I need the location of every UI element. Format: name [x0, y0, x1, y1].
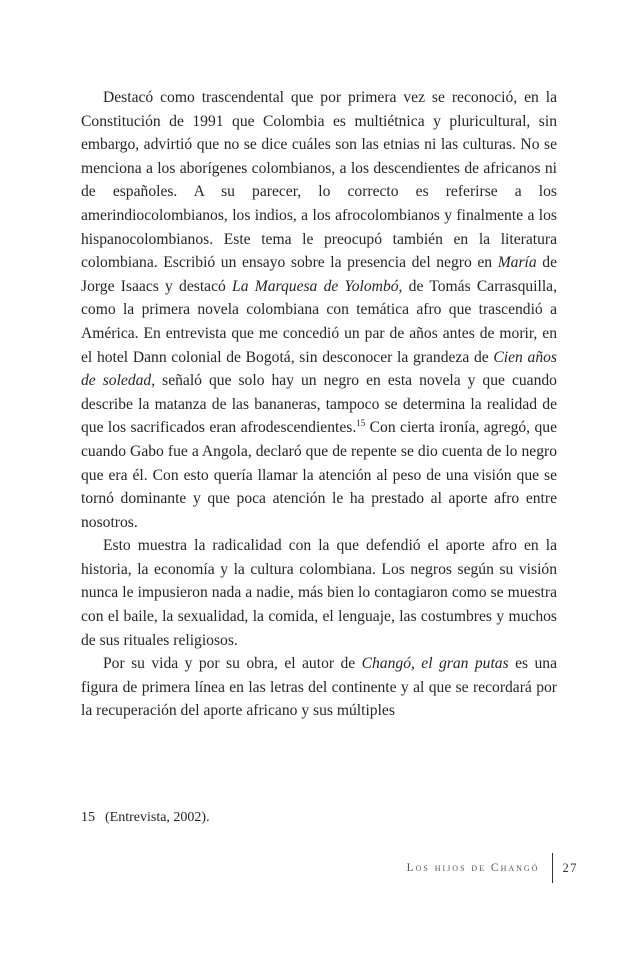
- text-segment: Por su vida y por su obra, el autor de: [103, 655, 362, 673]
- paragraph-2: [81, 534, 557, 652]
- book-title-la-marquesa-de-yolombo: La Marquesa de Yolombó: [232, 277, 399, 295]
- text-segment: Con cierta ironía, agregó, que cuando Gabo fue a Angola, declaró que de repente se dio cuenta de lo negro que era él. Con esto quería llamar la atención al peso de una visión que se tornó dominante y que poca atención le ha prestado al aporte afro entre nosotros.: [81, 419, 557, 531]
- text-segment: , de Tomás Carrasquilla, como la primera novela colombiana con temática afro que trascendió a América. En entrevista que me concedió un par de años antes de morir, en el hotel Dann colonial de Bogotá, sin desconocer la grandeza de: [81, 277, 557, 366]
- text-segment: , señaló que solo hay un negro en esta novela y que cuando describe la matanza de las bananeras, tampoco se determina la realidad de que los sacrificados eran afrodescendientes.: [81, 372, 557, 437]
- book-title-maria: María: [497, 254, 537, 272]
- text-segment: es una figura de primera línea en las letras del continente y al que se recordará por la recuperación del aporte africano y sus múltiples: [81, 655, 557, 720]
- paragraph-3: [81, 652, 557, 723]
- text-segment: de Jorge Isaacs y destacó: [81, 254, 557, 295]
- paragraph-1: [81, 86, 557, 534]
- footnote: [81, 808, 557, 828]
- body-text: [81, 86, 557, 723]
- footnote-number: 15: [81, 810, 95, 825]
- page-footer: [407, 852, 578, 884]
- running-book-title: Los hijos de Changó: [406, 862, 540, 874]
- text-segment: Destacó como trascendental que por primera vez se reconoció, en la Constitución de 1991 que Colombia es multiétnica y pluricultural, sin embargo, advirtió que no se dice cuáles son las etnias ni las culturas. No se menciona a los aborígenes colombianos, a los descendientes de africanos ni de españoles. A su parecer, lo correcto es referirse a los amerindiocolombianos, los indios, a los afrocolombianos y finalmente a los hispanocolombianos. Este tema le preocupó también en la literatura colombiana. Escribió un ensayo sobre la presencia del negro en: [81, 89, 557, 272]
- footnote-text: (Entrevista, 2002).: [105, 810, 210, 825]
- book-title-chango-el-gran-putas: Changó, el gran putas: [361, 655, 509, 673]
- book-title-cien-anos-de-soledad: Cien años de soledad: [81, 348, 558, 390]
- text-segment: Esto muestra la radicalidad con la que defendió el aporte afro en la historia, la economía y la cultura colombiana. Los negros según su visión nunca le impusieron nada a nadie, más bien lo contagiaron como se muestra con el baile, la sexualidad, la comida, el lenguaje, las costumbres y muchos de sus rituales religiosos.: [81, 537, 557, 649]
- footnote-reference: 15: [356, 418, 366, 429]
- page-number: 27: [562, 860, 578, 875]
